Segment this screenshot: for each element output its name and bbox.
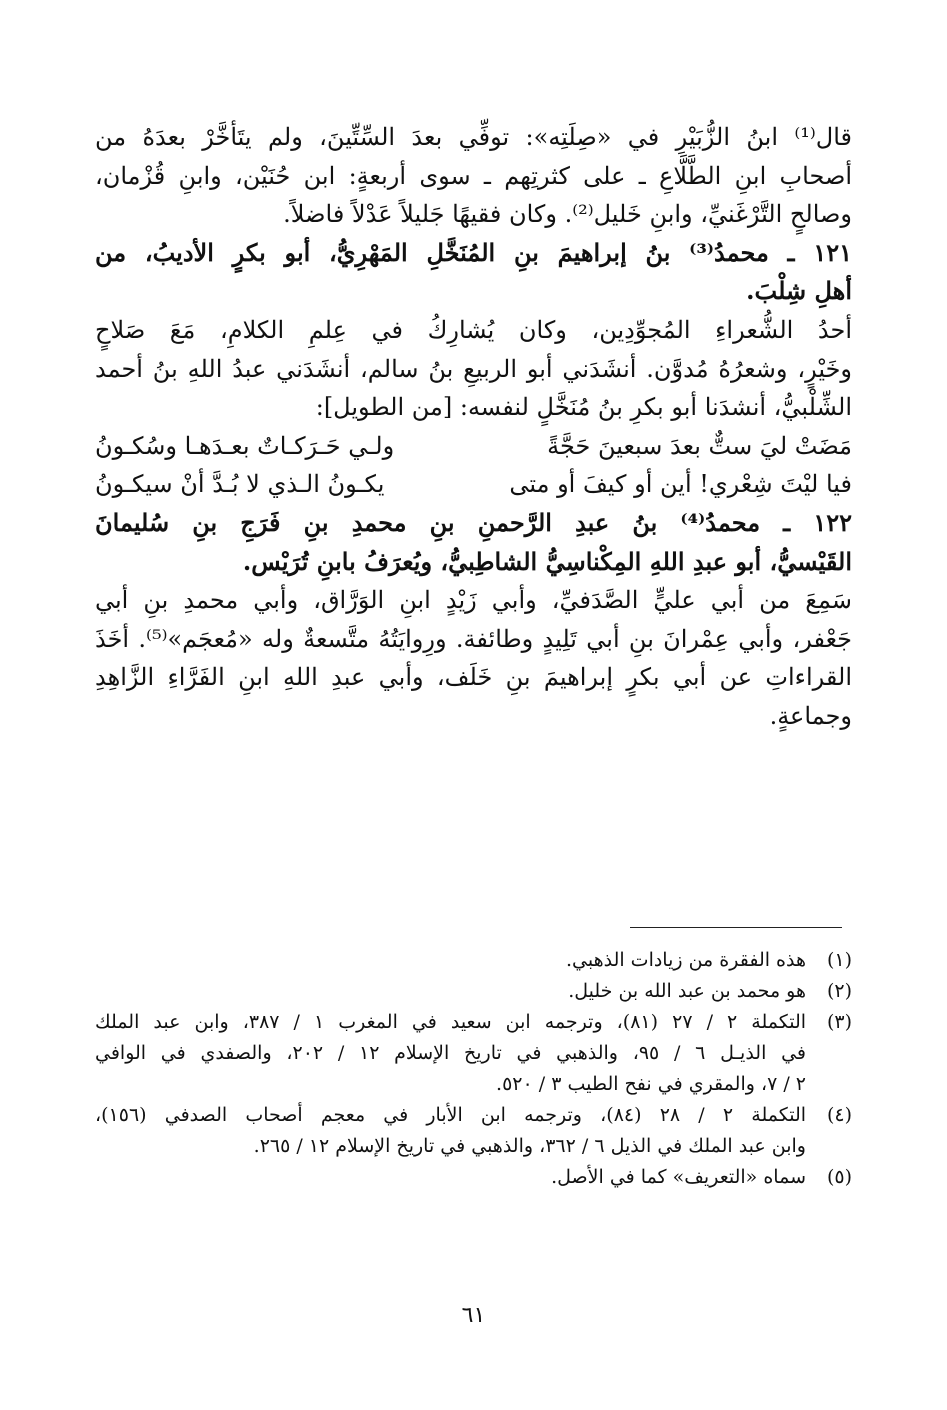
- footnote-number: (٤): [826, 1104, 852, 1126]
- text-line: جَعْفر، وأبي عِمْرانَ بنِ أبي تَلِيدٍ وطائفة. ورِوايَتُهُ متَّسعةٌ وله «مُعجَم»⁽⁵⁾. أخَذَ: [95, 624, 852, 653]
- footnote-number: (١): [826, 949, 852, 971]
- heading-line: ١٢٢ ـ محمدُ⁽⁴⁾ بنُ عبدِ الرَّحمنِ بنِ محمدِ بنِ فَرَجِ بنِ سُليمانَ: [95, 507, 852, 537]
- text-line: وجماعةٍ.: [769, 701, 852, 730]
- poem-verse: [95, 427, 852, 466]
- footnote-text: [95, 976, 806, 1007]
- footnote-line: سماه «التعريف» كما في الأصل.: [551, 1166, 806, 1188]
- footnote: [95, 945, 852, 976]
- text-line: الشِّلْبيُّ، أنشدَنا أبو بكرِ بنُ مُنَخَّلٍ لنفسه: [من الطويل]:: [315, 393, 852, 422]
- footnote-separator: [630, 927, 842, 928]
- page-number: ٦١: [461, 1303, 486, 1328]
- main-text: [95, 118, 852, 736]
- footnote: [95, 1162, 852, 1193]
- text-line: وخَيْرٍ، وشعرُهُ مُدوَّن. أنشَدَني أبو الربيعِ بنُ سالم، أنشَدَني عبدُ اللهِ بنُ أحمد: [95, 354, 852, 383]
- footnote-number: (٣): [826, 1011, 852, 1033]
- footnote-text: [95, 1007, 806, 1100]
- paragraph-entry-122-body: [95, 581, 852, 735]
- footnote-text: [95, 945, 806, 976]
- paragraph-entry-121-body: [95, 311, 852, 427]
- footnote-line: وابن عبد الملك في الذيل ٦ / ٣٦٢، والذهبي في تاريخ الإسلام ١٢ / ٢٦٥.: [253, 1135, 806, 1157]
- text-line: أحدُ الشُّعراءِ المُجوِّدِين، وكان يُشارِكُ في عِلمِ الكلامِ، مَعَ صَلاحٍ: [95, 315, 852, 344]
- verse-first-hemistich: مَضَتْ ليَ ستٌّ بعدَ سبعينَ حَجَّةً: [547, 431, 852, 460]
- poem: [95, 427, 852, 504]
- footnote-line: هذه الفقرة من زيادات الذهبي.: [565, 949, 806, 971]
- text-line: وصالحٍ التَّرْغَنيِّ، وابنِ خَليل⁽²⁾. وكان فقيهًا جَليلاً عَدْلاً فاضلاً.: [283, 200, 852, 229]
- footnote-line: هو محمد بن عبد الله بن خليل.: [568, 980, 806, 1002]
- footnotes: [95, 945, 852, 1193]
- footnote-number: (٥): [826, 1166, 852, 1188]
- heading-line: أهلِ شِلْبَ.: [746, 276, 852, 306]
- heading-line: ١٢١ ـ محمدُ⁽³⁾ بنُ إبراهيمَ بنِ المُنَخَّلِ المَهْرِيُّ، أبو بكرٍ الأديبُ، من: [95, 237, 852, 267]
- footnote-line: ٢ / ٧، والمقري في نفح الطيب ٣ / ٥٢٠.: [496, 1073, 806, 1095]
- text-line: قال⁽¹⁾ ابنُ الزُّبَيْرِ في «صِلَتِه»: توفِّي بعدَ السِّتِّينَ، ولم يتَأخَّرْ بعدَهُ من: [95, 123, 852, 151]
- verse-second-hemistich: ولـي حَـرَكـاتٌ بعـدَهـا وسُكـونُ: [95, 431, 395, 460]
- verse-second-hemistich: يكـونُ الـذي لا بُـدَّ أنْ سيكـونُ: [95, 470, 385, 499]
- entry-heading-122: [95, 504, 852, 581]
- footnote-line: في الذيـل ٦ / ٩٥، والذهبي في تاريخ الإسلام ١٢ / ٢٠٢، والصفدي في الوافي: [95, 1042, 806, 1064]
- footnote: [95, 976, 852, 1007]
- paragraph-ibn-al-zubayr: [95, 118, 852, 234]
- footnote-text: [95, 1100, 806, 1162]
- footnote-text: [95, 1162, 806, 1193]
- poem-verse: [95, 465, 852, 504]
- footnote: [95, 1007, 852, 1100]
- text-line: القراءاتِ عن أبي بكرٍ إبراهيمَ بنِ خَلَف، وأبي عبدِ اللهِ ابنِ الفَرَّاءِ الزَّاهِدِ: [95, 663, 852, 692]
- verse-first-hemistich: فيا ليْتَ شِعْري! أين أو كيفَ أو متى: [509, 470, 852, 499]
- heading-line: القَيْسيُّ، أبو عبدِ اللهِ المِكْناسِيُّ الشاطِبيُّ، ويُعرَفُ بابنِ تُرَيْس.: [242, 546, 852, 576]
- text-line: سَمِعَ من أبي عليٍّ الصَّدَفيِّ، وأبي زَيْدٍ ابنِ الوَرَّاق، وأبي محمدِ بنِ أبي: [95, 586, 852, 615]
- footnote-line: التكملة ٢ / ٢٧ (٨١)، وترجمه ابن سعيد في المغرب ١ / ٣٨٧، وابن عبد الملك: [95, 1011, 807, 1033]
- entry-heading-121: [95, 234, 852, 311]
- footnote: [95, 1100, 852, 1162]
- footnote-line: التكملة ٢ / ٢٨ (٨٤)، وترجمه ابن الأبار في معجم أصحاب الصدفي (١٥٦)،: [95, 1104, 807, 1126]
- text-line: أصحابِ ابنِ الطَّلَّاعِ ـ على كثرتِهم ـ سوى أربعةٍ: ابن حُنَيْن، وابنِ قُزْمان،: [95, 161, 852, 190]
- footnote-number: (٢): [826, 980, 852, 1002]
